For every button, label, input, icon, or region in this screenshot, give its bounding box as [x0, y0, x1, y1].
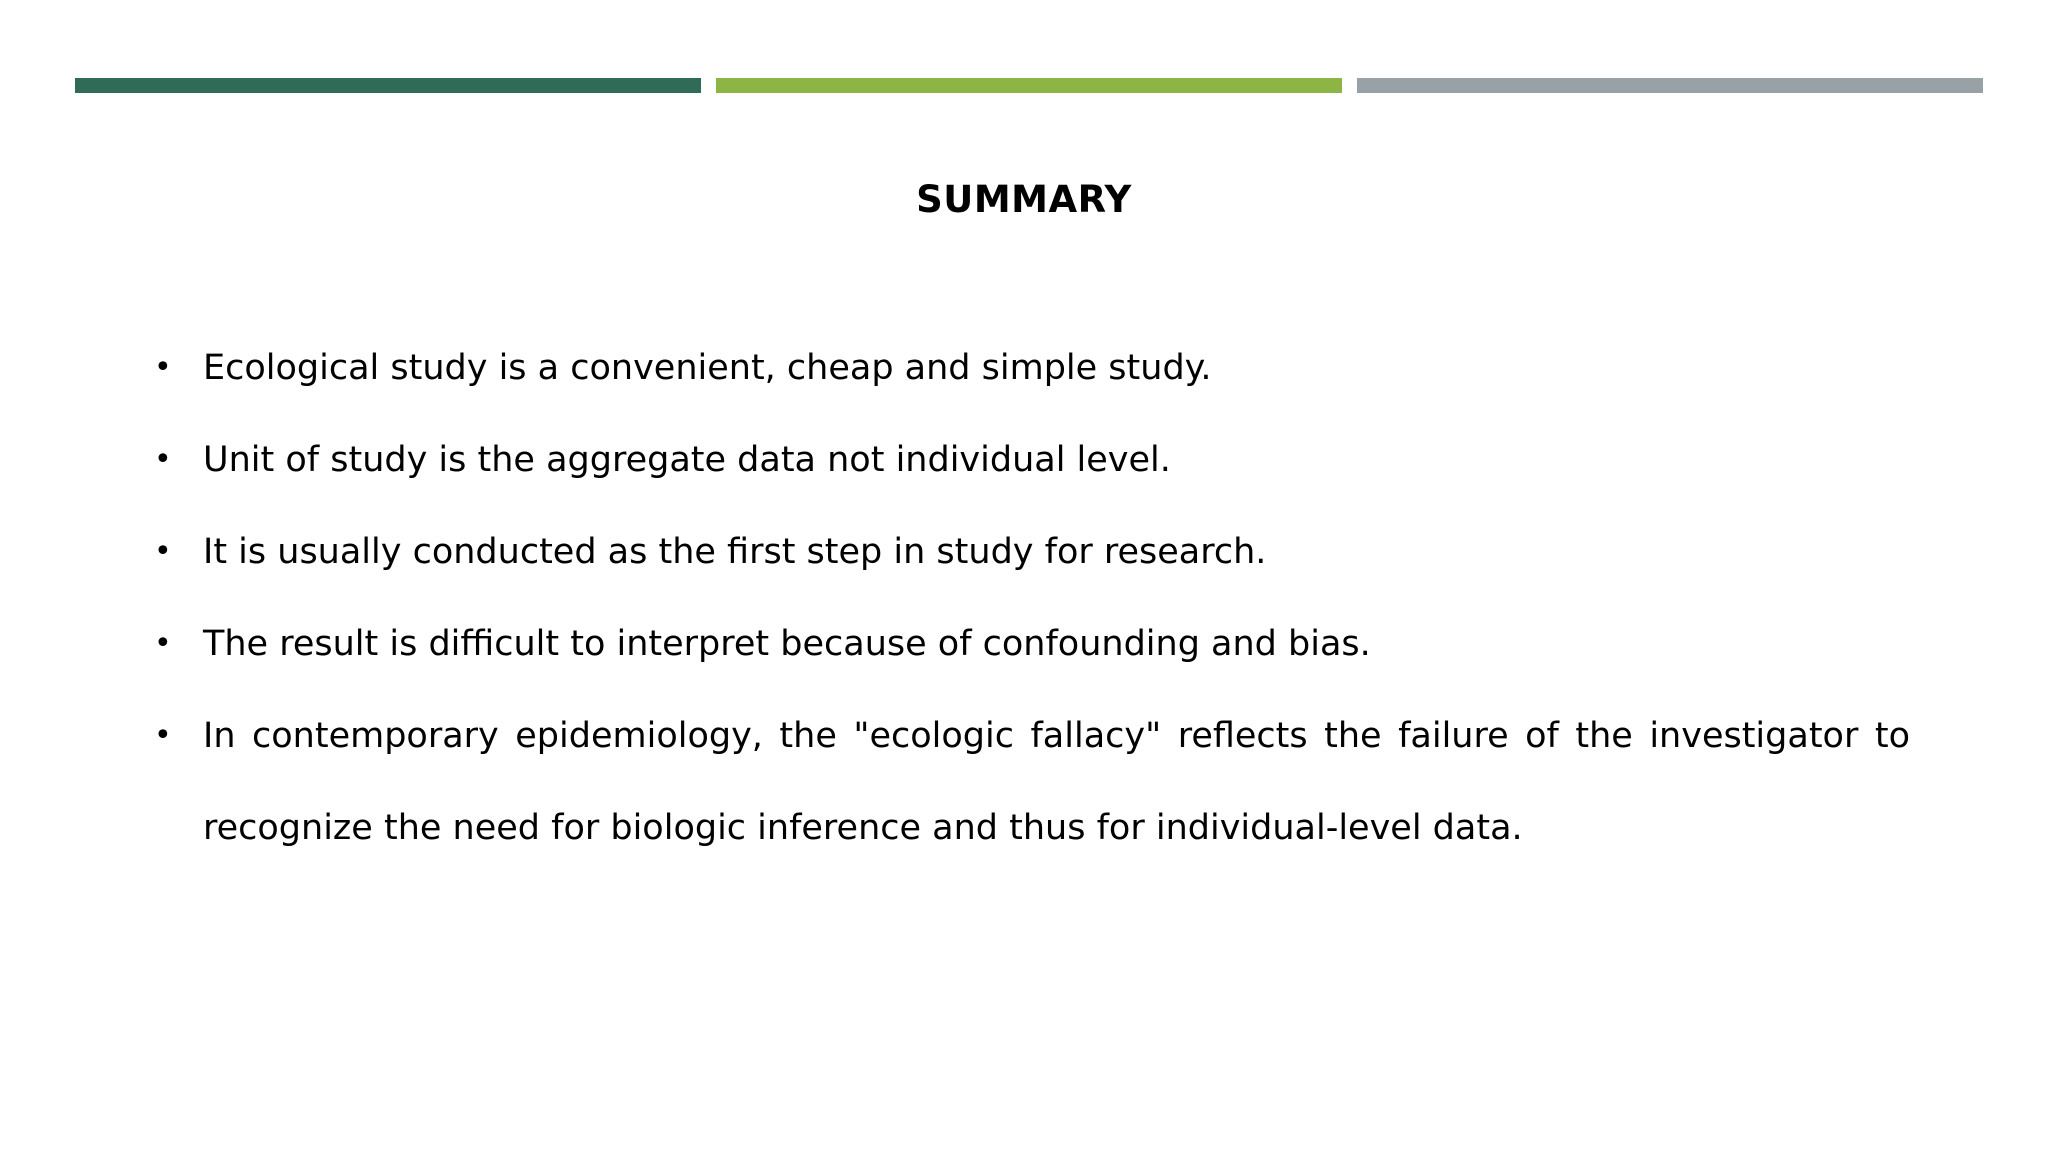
bullet-text: It is usually conducted as the first step in study for research. — [203, 532, 1267, 572]
bullet-list — [150, 322, 1910, 874]
bullet-icon: • — [154, 350, 172, 385]
bullet-icon: • — [154, 442, 172, 477]
bullet-item — [150, 322, 1910, 414]
bullet-text: The result is difficult to interpret because of confounding and bias. — [203, 624, 1371, 664]
bullet-icon: • — [154, 718, 172, 753]
bullet-item — [150, 690, 1910, 874]
bullet-item — [150, 506, 1910, 598]
slide-title: SUMMARY — [916, 178, 1132, 221]
bullet-item — [150, 414, 1910, 506]
bullet-icon: • — [154, 626, 172, 661]
bullet-icon: • — [154, 534, 172, 569]
bullet-text: In contemporary epidemiology, the "ecologic fallacy" reflects the failure of the investigator to recognize the need for biologic inference and thus for individual-level data. — [203, 716, 1910, 848]
bullet-text: Ecological study is a convenient, cheap and simple study. — [203, 348, 1212, 388]
bullet-item — [150, 598, 1910, 690]
accent-bar-light-green — [716, 78, 1342, 93]
bullet-text: Unit of study is the aggregate data not individual level. — [203, 440, 1171, 480]
accent-bar-gray — [1357, 78, 1983, 93]
accent-bar-dark-green — [75, 78, 701, 93]
